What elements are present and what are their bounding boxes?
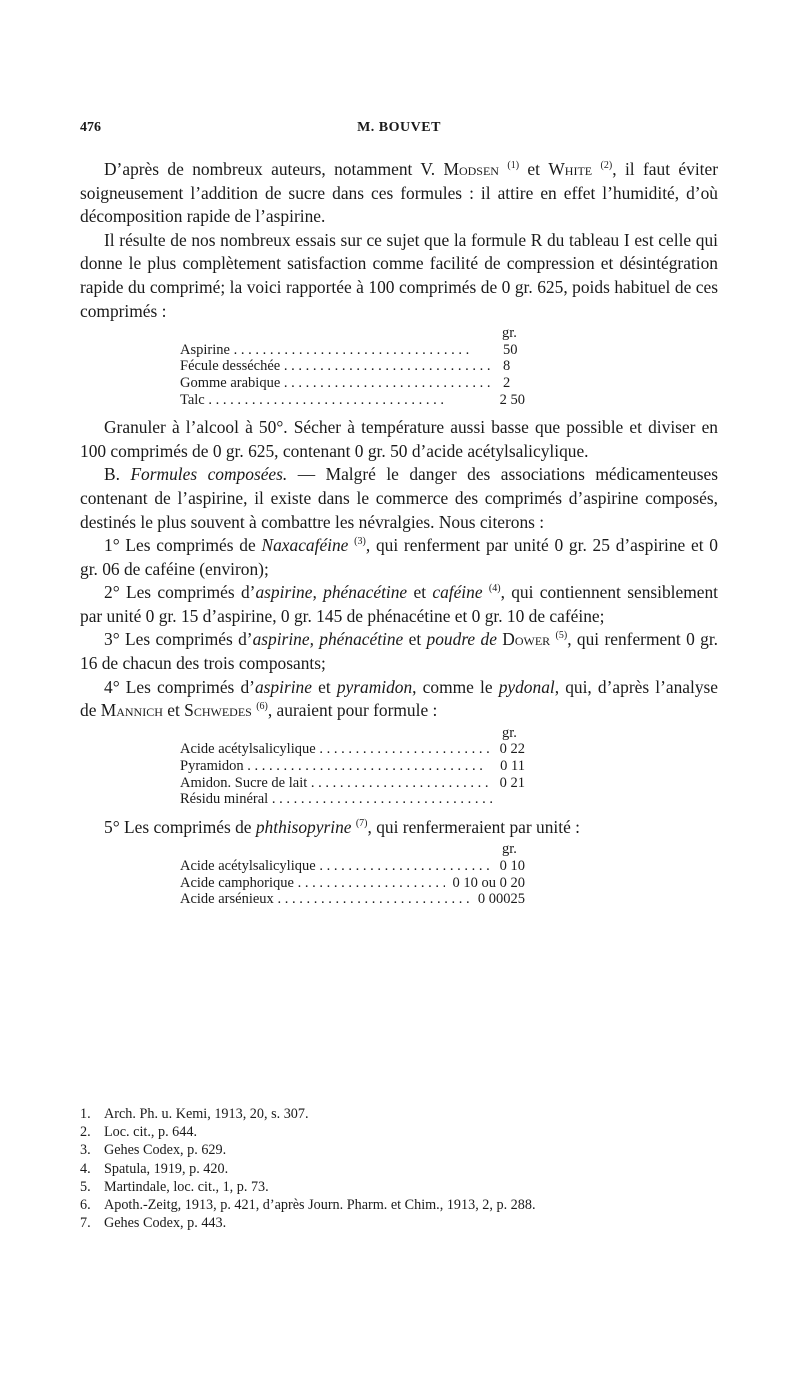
formula-table-2 xyxy=(180,725,525,808)
table-row: Acide arsénieux . . . 0 00025 xyxy=(180,891,525,908)
unit-label: gr. xyxy=(502,724,517,741)
unit-label: gr. xyxy=(502,841,517,858)
formula-table-3 xyxy=(180,841,525,907)
formula-table-1 xyxy=(180,325,525,408)
list-item-2: 2° Les comprimés d’aspirine, phénacétine et caféine $^{(4)}$, qui contiennent sensiblement par unité 0 gr. 15 d’aspirine, 0 gr. 145 de phénacétine et 0 gr. 10 de caféine; xyxy=(80,582,719,626)
section-title: Formules composées. xyxy=(130,464,288,485)
footnote-ref: (2) xyxy=(600,160,613,172)
footnote-ref: (1) xyxy=(507,160,520,172)
table-row: Acide acétylsalicylique . . . 0 22 xyxy=(180,741,525,758)
table-row: Amidon. Sucre de lait . . . 0 21 xyxy=(180,775,525,792)
footnote: 4. Spatula, 1919, p. 420. xyxy=(80,1160,229,1177)
table-row: Talc . . . 2 50 xyxy=(180,392,525,409)
page-number: 476 xyxy=(80,120,101,135)
paragraph-4: B. Formules composées. — Malgré le danger des associations médicamenteuses contenant de l’aspirine, il existe dans le commerce des comprimés d’aspirine composés, destinés le plus souvent à combattre les névralgies. Nous citerons : xyxy=(80,464,718,532)
list-item-1: 1° Les comprimés de Naxacaféine $^{(3)}$, qui renferment par unité 0 gr. 25 d’aspirine et 0 gr. 06 de caféine (environ); xyxy=(80,535,718,579)
table-row: Gomme arabique . . . 2 xyxy=(180,375,525,392)
table-row: Aspirine . . . 50 xyxy=(180,342,525,359)
table-row: Fécule desséchée . . . 8 xyxy=(180,358,525,375)
footnote: 3. Gehes Codex, p. 629. xyxy=(80,1142,227,1159)
footnotes xyxy=(80,1105,718,1232)
list-item-3: 3° Les comprimés d’aspirine, phénacétine et poudre de Dower $^{(5)}$, qui renferment 0 gr. 16 de chacun des trois composants; xyxy=(80,629,718,674)
paragraph-3: Granuler à l’alcool à 50°. Sécher à température aussi basse que possible et diviser en 100 comprimés de 0 gr. 625, contenant 0 gr. 50 d’acide acétylsalicylique. xyxy=(80,417,718,461)
footnote: 2. Loc. cit., p. 644. xyxy=(80,1124,197,1141)
running-head: M. BOUVET xyxy=(357,120,441,135)
footnote: 1. Arch. Ph. u. Kemi, 1913, 20, s. 307. xyxy=(80,1106,309,1122)
main-text xyxy=(80,158,718,916)
table-row: Acide camphorique . . . 0 10 ou 0 20 xyxy=(180,875,525,892)
footnote: 7. Gehes Codex, p. 443. xyxy=(80,1215,227,1232)
author-white: White xyxy=(548,159,593,179)
footnote: 6. Apoth.-Zeitg, 1913, p. 421, d’après Journ. Pharm. et Chim., 1913, 2, p. 288. xyxy=(80,1197,536,1214)
table-row: Acide acétylsalicylique . . . 0 10 xyxy=(180,858,525,875)
footnote: 5. Martindale, loc. cit., 1, p. 73. xyxy=(80,1178,269,1195)
page-header xyxy=(80,120,718,140)
unit-label: gr. xyxy=(502,325,517,342)
paragraph-2: Il résulte de nos nombreux essais sur ce sujet que la formule R du tableau I est celle qui donne le plus complètement satisfaction comme facilité de compression et désintégration rapide du comprimé; la voici rapportée à 100 comprimés de 0 gr. 625, poids habituel de ces comprimés : xyxy=(80,229,718,321)
list-item-4: 4° Les comprimés d’aspirine et pyramidon, comme le pydonal, qui, d’après l’analyse de Mannich et Schwedes $^{(6)}$, auraient pour formule : xyxy=(80,676,719,721)
list-item-5: 5° Les comprimés de phthisopyrine $^{(7)}$, qui renfermeraient par unité : xyxy=(104,816,580,837)
table-row: Résidu minéral . . . xyxy=(180,791,525,808)
table-row: Pyramidon . . . 0 11 xyxy=(180,758,525,775)
author-modsen: Modsen xyxy=(443,159,499,179)
paragraph-1: D’après de nombreux auteurs, notamment V. Modsen $^{(1)}$ et White $^{(2)}$, il faut éviter soigneusement l’addition de sucre dans ces formules : il attire en effet l’humidité, d’où décomposition rapide de l’aspirine. xyxy=(80,159,719,227)
